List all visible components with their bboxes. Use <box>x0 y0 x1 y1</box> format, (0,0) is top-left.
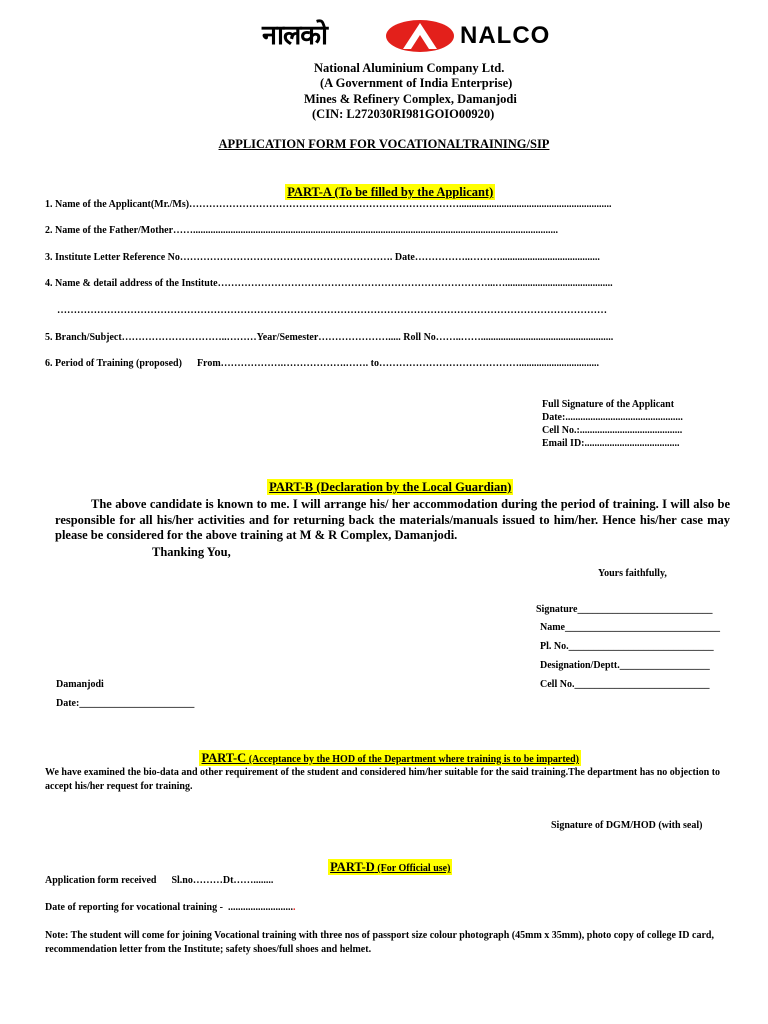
yours-faithfully: Yours faithfully, <box>598 568 667 579</box>
guardian-pl-no-field[interactable]: Pl. No._____________________________ <box>540 641 714 652</box>
part-c-heading-text <box>199 750 581 766</box>
training-period-field[interactable]: 6. Period of Training (proposed) From……………….……………….……. to……………………………………................................ <box>45 358 599 369</box>
part-c-heading-main: PART-C <box>201 751 247 765</box>
part-d-heading-sub: (For Official use) <box>374 863 451 874</box>
reporting-date-field[interactable] <box>45 902 295 913</box>
hod-acceptance-text: We have examined the bio-data and other requirement of the student and considered him/her suitable for the said training.The department has no objection to accept his/her request for training. <box>45 767 721 792</box>
company-unit: Mines & Refinery Complex, Damanjodi <box>304 92 517 106</box>
guardian-date-field[interactable]: Date:_______________________ <box>56 698 195 709</box>
applicant-cell-field[interactable]: Cell No.:......................................... <box>542 425 683 436</box>
reporting-date-label: Date of reporting for vocational training - .......................... <box>45 902 293 913</box>
guardian-signature-field[interactable]: Signature___________________________ <box>536 604 713 615</box>
reporting-date-red-dot: . <box>292 902 296 913</box>
guardian-designation-field[interactable]: Designation/Deptt.__________________ <box>540 660 710 671</box>
part-a-heading-text: PART-A (To be filled by the Applicant) <box>287 185 494 199</box>
hod-signature-label: Signature of DGM/HOD (with seal) <box>551 820 703 831</box>
company-cin: (CIN: L272030RI981GOIO00920) <box>312 107 495 121</box>
company-name: National Aluminium Company Ltd. <box>314 61 505 75</box>
nalco-logo <box>262 16 574 56</box>
institute-letter-reference-field[interactable]: 3. Institute Letter Reference No………………………………………………………. Date……………..………........................................ <box>45 252 600 263</box>
nalco-emblem-icon <box>384 18 456 54</box>
guardian-declaration: The above candidate is known to me. I will arrange his/ her accommodation during the period of training. I will also be responsible for all his/her activities and for returning back the materials/manuals issued to him/her. Hence his/her case may please be considered for the above training at M & R Complex, Damanjodi. <box>55 497 730 542</box>
guardian-cell-field[interactable]: Cell No.___________________________ <box>540 679 710 690</box>
father-mother-name-field[interactable]: 2. Name of the Father/Mother…….................................................................................................................................................. <box>45 225 559 236</box>
logo-hindi-text: नालको <box>262 20 328 51</box>
joining-note: Note: The student will come for joining Vocational training with three nos of passport size colour photograph (45mm x 35mm), photo copy of college ID card, recommendation letter from the Institute; safety shoes/full shoes and helmet. <box>45 930 714 955</box>
part-d-heading-text <box>328 859 452 875</box>
logo-english-text: NALCO <box>460 22 551 49</box>
institute-address-continuation-field[interactable]: ………………………………………………………………………………………………………………………………………………… <box>57 305 607 316</box>
institute-address-field[interactable]: 4. Name & detail address of the Institute………………………………………………………………………...…........................................... <box>45 278 613 289</box>
applicant-signature-label: Full Signature of the Applicant <box>542 399 675 410</box>
applicant-name-field[interactable]: 1. Name of the Applicant(Mr./Ms)………………………………………………………………………............................................................. <box>45 199 612 210</box>
applicant-date-field[interactable]: Date:............................................... <box>542 412 683 423</box>
application-received-field[interactable]: Application form received Sl.no………Dt……........ <box>45 875 274 886</box>
company-status: (A Government of India Enterprise) <box>320 76 513 90</box>
thanking-you: Thanking You, <box>152 545 231 559</box>
part-c-heading-sub: (Acceptance by the HOD of the Department where training is to be imparted) <box>246 754 579 765</box>
part-b-heading-text: PART-B (Declaration by the Local Guardian) <box>269 480 512 494</box>
guardian-name-field[interactable]: Name_______________________________ <box>540 622 720 633</box>
applicant-email-field[interactable]: Email ID:...................................... <box>542 438 680 449</box>
branch-year-roll-field[interactable]: 5. Branch/Subject…………………………..………Year/Semester…………………..... Roll No……..……..................................................... <box>45 332 614 343</box>
part-d-heading-main: PART-D <box>330 860 375 874</box>
form-title: APPLICATION FORM FOR VOCATIONALTRAINING/SIP <box>218 137 550 151</box>
guardian-place: Damanjodi <box>56 679 104 690</box>
